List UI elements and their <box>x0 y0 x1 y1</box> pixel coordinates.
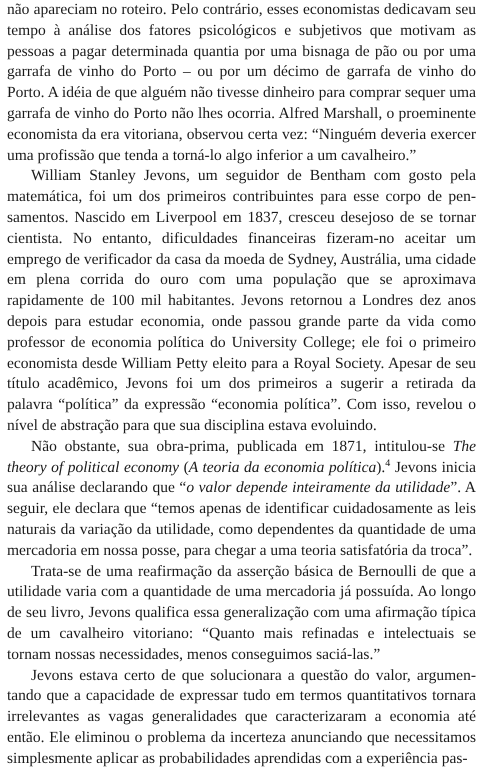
paragraph-4 <box>7 562 476 666</box>
paragraph-text: não apareciam no roteiro. Pelo contrário, esses economistas dedicavam seu tempo à análise dos fatores psicológicos e subjetivos que motivam as pessoas a pagar determinada quantia por uma bisnaga de pão ou por uma garrafa de vinho do Porto – ou por um décimo de garrafa de vinho do Porto. A idéia de que alguém não tivesse dinheiro para comprar sequer uma garrafa de vinho do Porto não lhes ocorria. Alfred Marshall, o proeminente economista da era vitoriana, observou certa vez: “Ninguém deveria exercer uma profissão que tenda a torná-lo algo inferior a um cavalheiro.” <box>7 1 476 164</box>
paragraph-text: Jevons inicia sua análise declarando que “ <box>7 459 476 497</box>
paragraph-3 <box>7 437 476 562</box>
paragraph-2 <box>7 166 476 436</box>
paragraph-text: ”. A seguir, ele declara que “temos apenas de identificar cuidadosamente as leis naturais da variação da utilidade, como dependentes da quantidade de uma mercadoria em nossa posse, para chegar a uma teoria satisfatória da troca”. <box>7 479 476 558</box>
paragraph-text: Não obstante, sua obra-prima, publicada em 1871, intitulou-se <box>31 438 453 455</box>
paragraph-text: William Stanley Jevons, um seguidor de Bentham com gosto pela matemática, foi um dos primeiros contribuintes para esse corpo de pensamentos. Nascido em Liverpool em 1837, cresceu desejoso de se tornar cientista. No entanto, dificuldades financeiras fizeram-no aceitar um emprego de verificador da casa da moeda de Sydney, Austrália, uma cidade em plena corrida do ouro com uma população que se aproximava rapidamente de 100 mil habitantes. Jevons retornou a Londres dez anos depois para estudar economia, onde passou grande parte da vida como professor de economia política do University College; ele foi o primeiro economista desde William Petty eleito para a Royal Society. Apesar de seu título acadêmico, Jevons foi um dos primeiros a sugerir a retirada da palavra “política” da expressão “economia política”. Com isso, revelou o nível de abstração para que sua disciplina estava evoluindo. <box>7 167 476 434</box>
paragraph-text: ). <box>376 459 385 476</box>
paragraph-text: ( <box>179 459 189 476</box>
footnote-reference: 4 <box>385 457 390 468</box>
paragraph-text: Trata-se de uma reafirmação da asserção básica de Bernoulli de que a utilidade varia com a quantidade de uma mercadoria já possuída. Ao longo de seu livro, Jevons qualifica essa generalização com uma afirmação típica de um cavalheiro vitoriano: “Quanto mais refinadas e intelectuais se tornam nossas necessidades, menos conseguimos saciá-las.” <box>7 563 476 663</box>
paragraph-text: Jevons estava certo de que solucionara a questão do valor, argumentando que a capacidade de expressar tudo em termos quantitativos tornara irrelevantes as vagas generalidades que caracterizaram a economia até então. Ele eliminou o problema da incerteza anunciando que necessitamos simplesmente aplicar as probabilidades aprendidas com a experiência pas- <box>7 667 476 767</box>
quoted-emphasis: o valor depende inteiramente da utilidade <box>186 479 450 496</box>
book-title-portuguese: A teoria da economia política <box>189 459 377 476</box>
paragraph-5 <box>7 666 476 769</box>
paragraph-1 <box>7 0 476 166</box>
book-title-english: The theory of political economy <box>7 438 476 476</box>
